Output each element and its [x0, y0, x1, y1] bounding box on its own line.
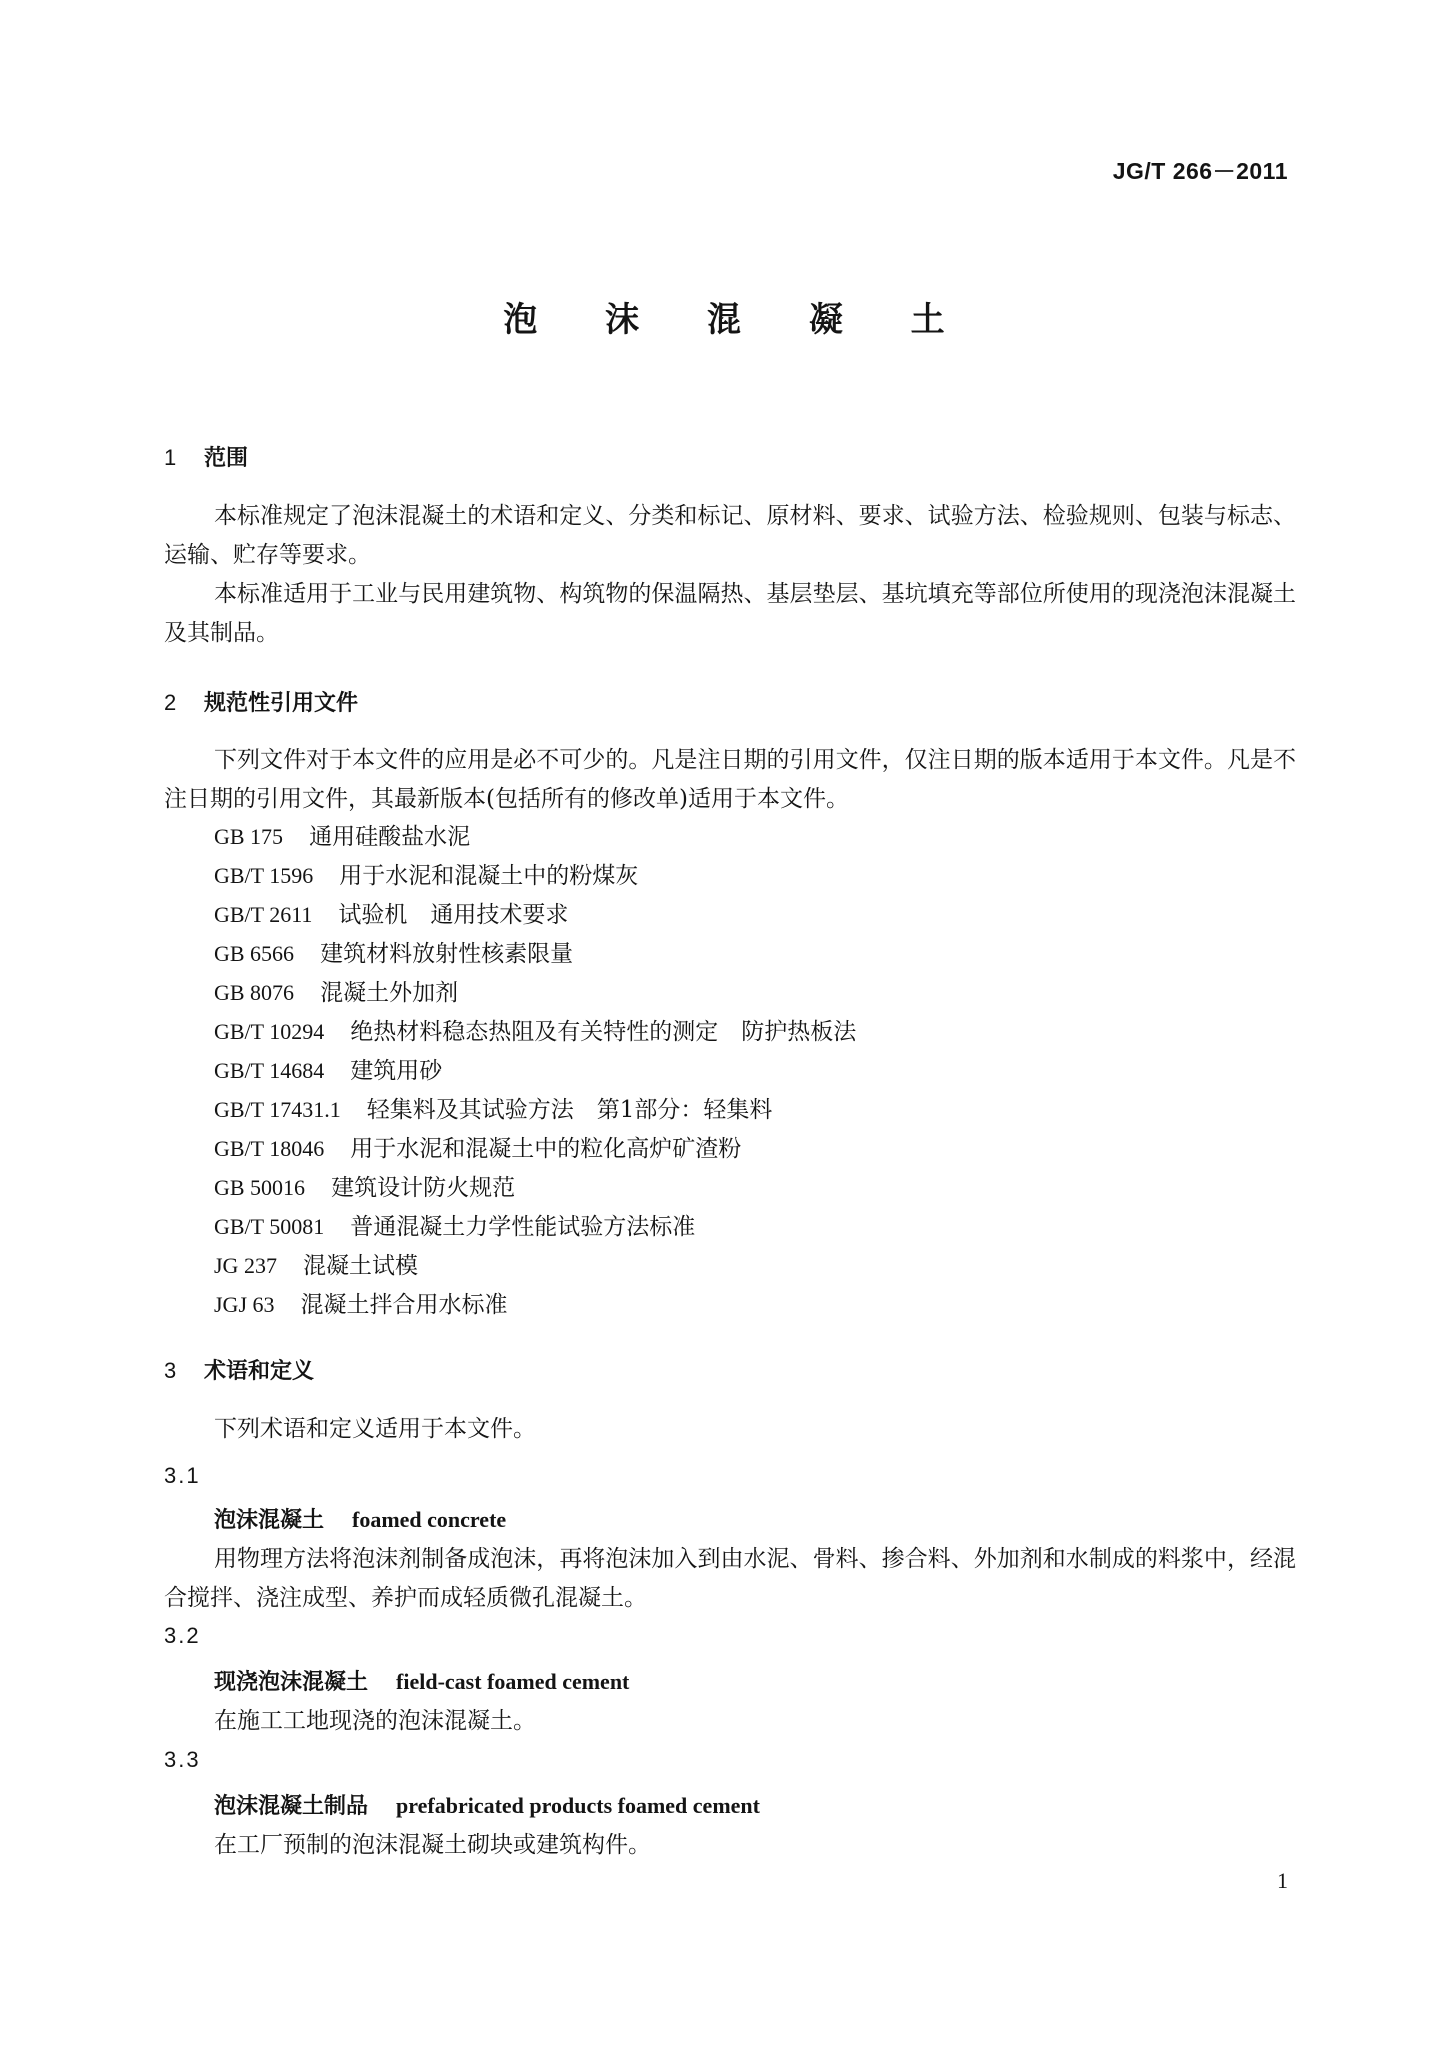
- term-chinese: 现浇泡沫混凝土: [214, 1669, 369, 1695]
- reference-title: 通用硅酸盐水泥: [309, 824, 471, 850]
- reference-code: GB/T 14684: [214, 1058, 325, 1083]
- reference-item: [214, 1246, 856, 1285]
- reference-code: GB/T 1596: [214, 863, 314, 888]
- term-heading: [214, 1789, 760, 1820]
- reference-code: GB/T 2611: [214, 902, 313, 927]
- reference-code: JGJ 63: [214, 1292, 275, 1317]
- term-english: prefabricated products foamed cement: [396, 1793, 760, 1818]
- reference-item: [214, 895, 856, 934]
- reference-code: GB/T 10294: [214, 1019, 325, 1044]
- reference-item: [214, 934, 856, 973]
- section-2-title: 规范性引用文件: [204, 691, 359, 716]
- reference-item: [214, 1129, 856, 1168]
- reference-title: 用于水泥和混凝土中的粒化高炉矿渣粉: [350, 1136, 742, 1162]
- reference-item: [214, 1285, 856, 1324]
- reference-title: 建筑用砂: [350, 1058, 443, 1084]
- reference-code: GB/T 18046: [214, 1136, 325, 1161]
- standard-code: JG/T 266－2011: [1112, 158, 1288, 184]
- section-1-number: 1: [164, 445, 177, 470]
- term-english: foamed concrete: [352, 1507, 507, 1532]
- term-chinese: 泡沫混凝土制品: [214, 1793, 369, 1819]
- reference-title: 建筑材料放射性核素限量: [320, 941, 574, 967]
- section-3-title: 术语和定义: [204, 1359, 315, 1384]
- reference-item: [214, 1051, 856, 1090]
- reference-item: [214, 1090, 856, 1129]
- reference-title: 绝热材料稳态热阻及有关特性的测定 防护热板法: [350, 1019, 857, 1045]
- term-heading: [214, 1665, 629, 1696]
- term-definition: 在施工工地现浇的泡沫混凝土。: [214, 1708, 536, 1734]
- reference-item: [214, 856, 856, 895]
- section-1-heading: [164, 441, 248, 472]
- normative-references-list: [214, 817, 856, 1324]
- reference-title: 试验机 通用技术要求: [338, 902, 569, 928]
- reference-title: 建筑设计防火规范: [331, 1175, 516, 1201]
- reference-item: [214, 817, 856, 856]
- reference-code: GB 175: [214, 824, 284, 849]
- term-definition: 用物理方法将泡沫剂制备成泡沫，再将泡沫加入到由水泥、骨料、掺合料、外加剂和水制成的料浆中，经混合搅拌、浇注成型、养护而成轻质微孔混凝土。: [164, 1546, 1296, 1611]
- section-2-intro: 下列文件对于本文件的应用是必不可少的。凡是注日期的引用文件，仅注日期的版本适用于本文件。凡是不注日期的引用文件，其最新版本(包括所有的修改单)适用于本文件。: [164, 747, 1296, 812]
- term-heading: [214, 1503, 506, 1534]
- term-chinese: 泡沫混凝土: [214, 1507, 325, 1533]
- reference-title: 混凝土试模: [302, 1253, 418, 1279]
- term-number: 3.1: [164, 1463, 201, 1488]
- section-3-intro: 下列术语和定义适用于本文件。: [214, 1416, 536, 1442]
- reference-item: [214, 1012, 856, 1051]
- section-3-heading: [164, 1354, 314, 1385]
- reference-title: 混凝土外加剂: [320, 980, 459, 1006]
- section-2-number: 2: [164, 690, 177, 715]
- reference-code: GB/T 17431.1: [214, 1097, 341, 1122]
- section-1-paragraph-1: 本标准规定了泡沫混凝土的术语和定义、分类和标记、原材料、要求、试验方法、检验规则、包装与标志、运输、贮存等要求。: [164, 503, 1296, 568]
- reference-code: JG 237: [214, 1253, 277, 1278]
- section-3-number: 3: [164, 1358, 177, 1383]
- reference-item: [214, 973, 856, 1012]
- section-2-heading: [164, 686, 358, 717]
- reference-code: GB 8076: [214, 980, 295, 1005]
- reference-item: [214, 1207, 856, 1246]
- reference-title: 混凝土拌合用水标准: [300, 1292, 508, 1318]
- page-number: 1: [1277, 1868, 1288, 1893]
- term-number: 3.2: [164, 1623, 201, 1648]
- reference-code: GB 6566: [214, 941, 295, 966]
- reference-title: 用于水泥和混凝土中的粉煤灰: [339, 863, 639, 889]
- term-definition: 在工厂预制的泡沫混凝土砌块或建筑构件。: [214, 1832, 651, 1858]
- section-1-title: 范围: [204, 446, 249, 471]
- document-title: 泡 沫 混 凝 土: [503, 300, 973, 340]
- section-1-paragraph-2: 本标准适用于工业与民用建筑物、构筑物的保温隔热、基层垫层、基坑填充等部位所使用的现浇泡沫混凝土及其制品。: [164, 581, 1296, 646]
- reference-code: GB 50016: [214, 1175, 306, 1200]
- reference-title: 普通混凝土力学性能试验方法标准: [350, 1214, 696, 1240]
- reference-item: [214, 1168, 856, 1207]
- reference-title: 轻集料及其试验方法 第1部分：轻集料: [366, 1097, 773, 1123]
- term-english: field-cast foamed cement: [396, 1669, 630, 1694]
- term-number: 3.3: [164, 1747, 201, 1772]
- reference-code: GB/T 50081: [214, 1214, 325, 1239]
